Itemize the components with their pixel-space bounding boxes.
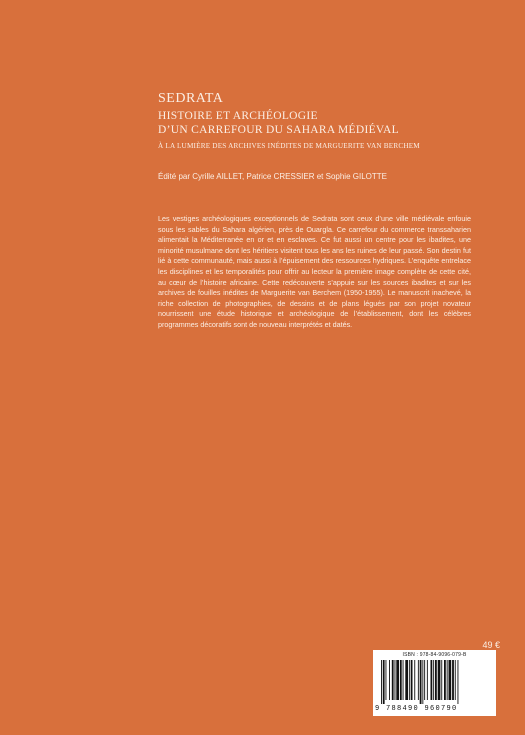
title-block	[158, 90, 498, 152]
price-label: 49 €	[482, 640, 500, 650]
barcode-box	[373, 650, 496, 716]
subtitle-line-3: À LA LUMIÈRE DES ARCHIVES INÉDITES DE MARGUERITE VAN BERCHEM	[158, 142, 420, 150]
barcode-icon	[381, 660, 488, 704]
blurb-text: Les vestiges archéologiques exceptionnels de Sedrata sont ceux d’une ville médiévale enfouie sous les sables du Sahara algérien, près de Ouargla. Ce carrefour du commerce transsaharien alimentait la Méditerranée en or et en esclaves. Ce fut aussi un centre pour les ibadites, une minorité musulmane dont les héritiers visitent tous les ans les ruines de leur passé. Son destin fut lié à cette communauté, mais aussi à l’épuisement des ressources hydriques. L’enquête entrelace les disciplines et les temporalités pour offrir au lecteur la première image complète de cette cité, au cœur de l’histoire africaine. Cette redécouverte s’appuie sur les sources ibadites et sur les archives de fouilles inédites de Marguerite van Berchem (1950-1955). Le manuscrit inachevé, la riche collection de photographies, de dessins et de plans légués par son projet novateur nourrissent une étude historique et archéologique de l’établissement, dont les célèbres programmes décoratifs sont de nouveau interprétés et datés.	[158, 214, 471, 329]
subtitle-line-1: HISTOIRE ET ARCHÉOLOGIE	[158, 110, 318, 122]
ean-digits: 9 788490 960790	[375, 705, 458, 713]
editors-credit: Édité par Cyrille AILLET, Patrice CRESSIER et Sophie GILOTTE	[158, 172, 387, 181]
isbn-label: ISBN : 978-84-9096-079-B	[402, 652, 467, 658]
book-title: SEDRATA	[158, 91, 224, 106]
subtitle-line-2: D’UN CARREFOUR DU SAHARA MÉDIÉVAL	[158, 123, 399, 136]
